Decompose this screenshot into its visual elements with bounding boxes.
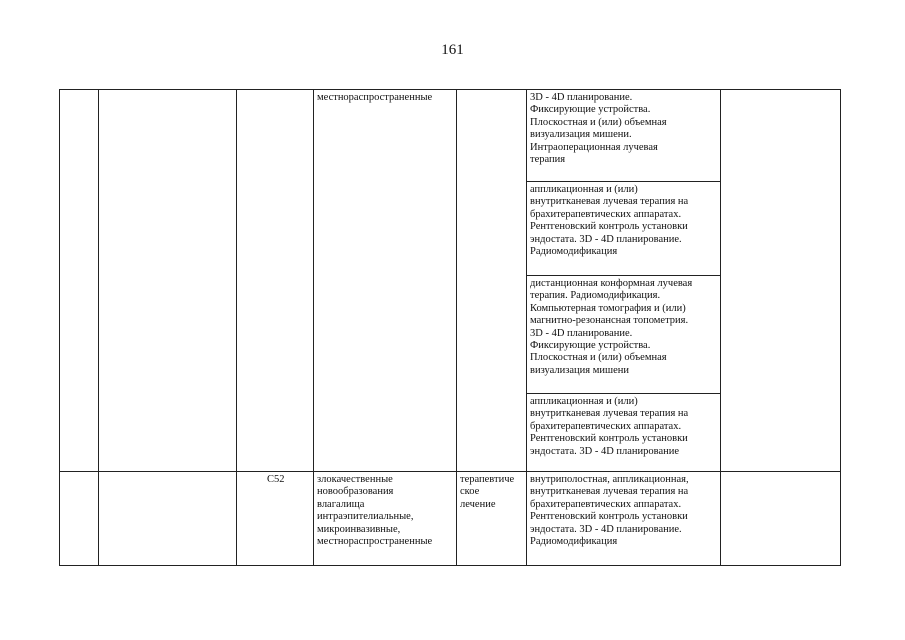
group-name-cell (99, 472, 237, 566)
table-row (60, 90, 841, 182)
method-cell: аппликационная и (или) внутритканевая лучевая терапия на брахитерапевтических аппаратах. Рентгеновский контроль установки эндостата. 3D - 4D планирование (527, 394, 721, 472)
diagnosis-cell: местнораспространенные (314, 90, 457, 472)
page-number: 161 (441, 42, 464, 58)
method-cell: внутриполостная, аппликационная, внутритканевая лучевая терапия на брахитерапевтических аппаратах. Рентгеновский контроль установки эндостата. 3D - 4D планирование. Радиомодификация (527, 472, 721, 566)
number-cell (60, 90, 99, 472)
number-cell (60, 472, 99, 566)
cost-cell (721, 90, 841, 472)
method-cell: дистанционная конформная лучевая терапия. Радиомодификация. Компьютерная томография и (или) магнитно-резонансная топометрия. 3D - 4D планирование. Фиксирующие устройства. Плоскостная и (или) объемная визуализация мишени (527, 276, 721, 394)
code-cell (237, 90, 314, 472)
diagnosis-cell: злокачественные новообразования влагалища интраэпителиальные, микроинвазивные, местнораспространенные (314, 472, 457, 566)
cost-cell (721, 472, 841, 566)
group-name-cell (99, 90, 237, 472)
method-cell: аппликационная и (или) внутритканевая лучевая терапия на брахитерапевтических аппаратах. Рентгеновский контроль установки эндостата. 3D - 4D планирование. Радиомодификация (527, 182, 721, 276)
treatment-type-cell (457, 90, 527, 472)
code-cell: C52 (237, 472, 314, 566)
treatment-type-cell: терапевтиче ское лечение (457, 472, 527, 566)
method-cell: 3D - 4D планирование. Фиксирующие устройства. Плоскостная и (или) объемная визуализация мишени. Интраоперационная лучевая терапия (527, 90, 721, 182)
table-row (60, 472, 841, 566)
procedures-table (59, 89, 841, 566)
